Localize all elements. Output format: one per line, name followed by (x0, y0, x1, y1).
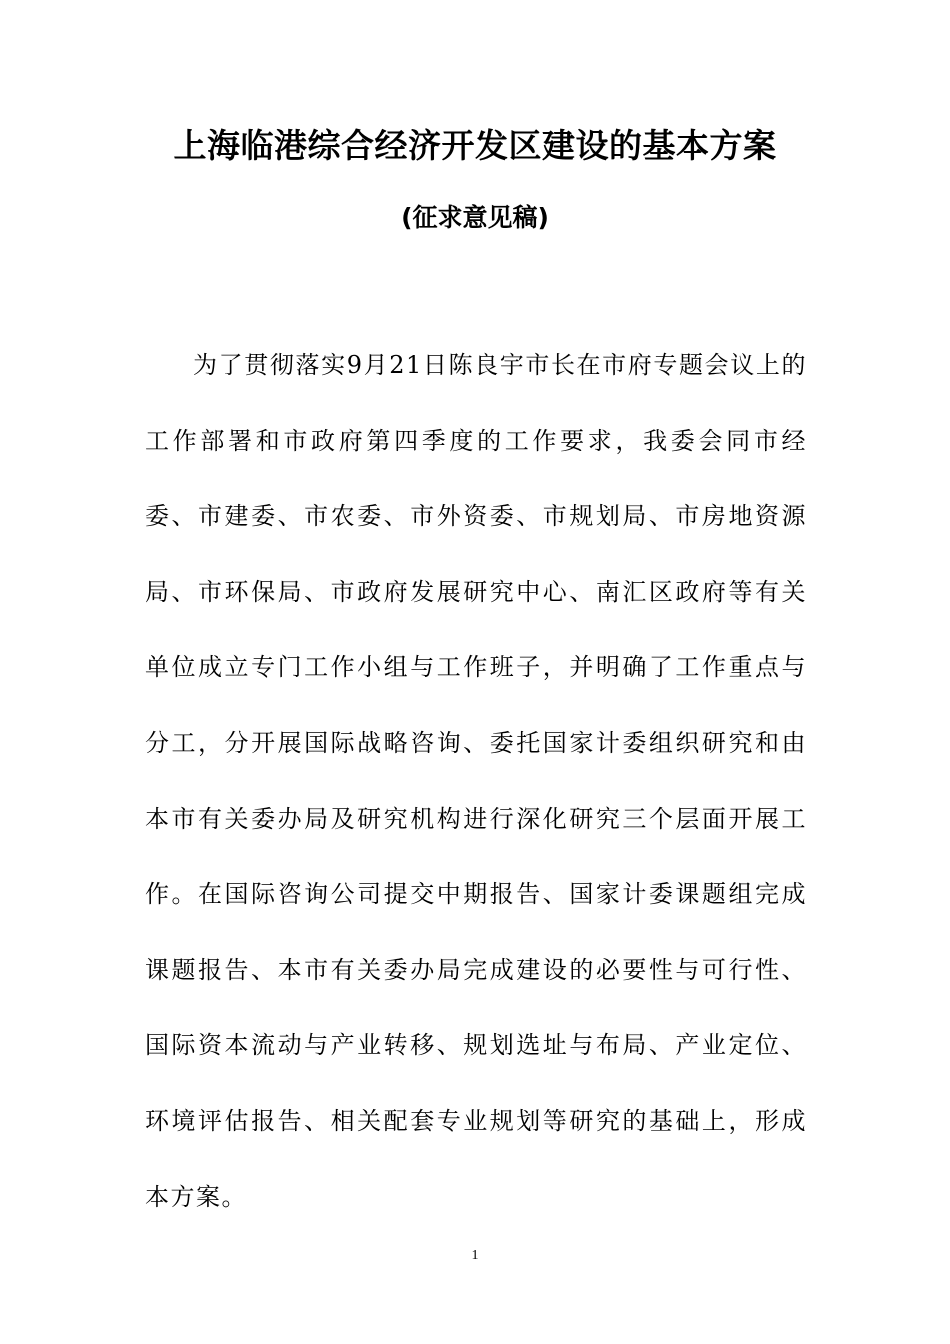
body-paragraph: 为了贯彻落实9月21日陈良宇市长在市府专题会议上的工作部署和市政府第四季度的工作要求，我委会同市经委、市建委、市农委、市外资委、市规划局、市房地资源局、市环保局、市政府发展研究中心、南汇区政府等有关单位成立专门工作小组与工作班子，并明确了工作重点与分工，分开展国际战略咨询、委托国家计委组织研究和由本市有关委办局及研究机构进行深化研究三个层面开展工作。在国际咨询公司提交中期报告、国家计委课题组完成课题报告、本市有关委办局完成建设的必要性与可行性、国际资本流动与产业转移、规划选址与布局、产业定位、环境评估报告、相关配套专业规划等研究的基础上，形成本方案。 (145, 351, 807, 1211)
document-subtitle: (征求意见稿) (401, 203, 549, 232)
page-number: 1 (471, 1248, 479, 1263)
document-title: 上海临港综合经济开发区建设的基本方案 (173, 126, 777, 165)
